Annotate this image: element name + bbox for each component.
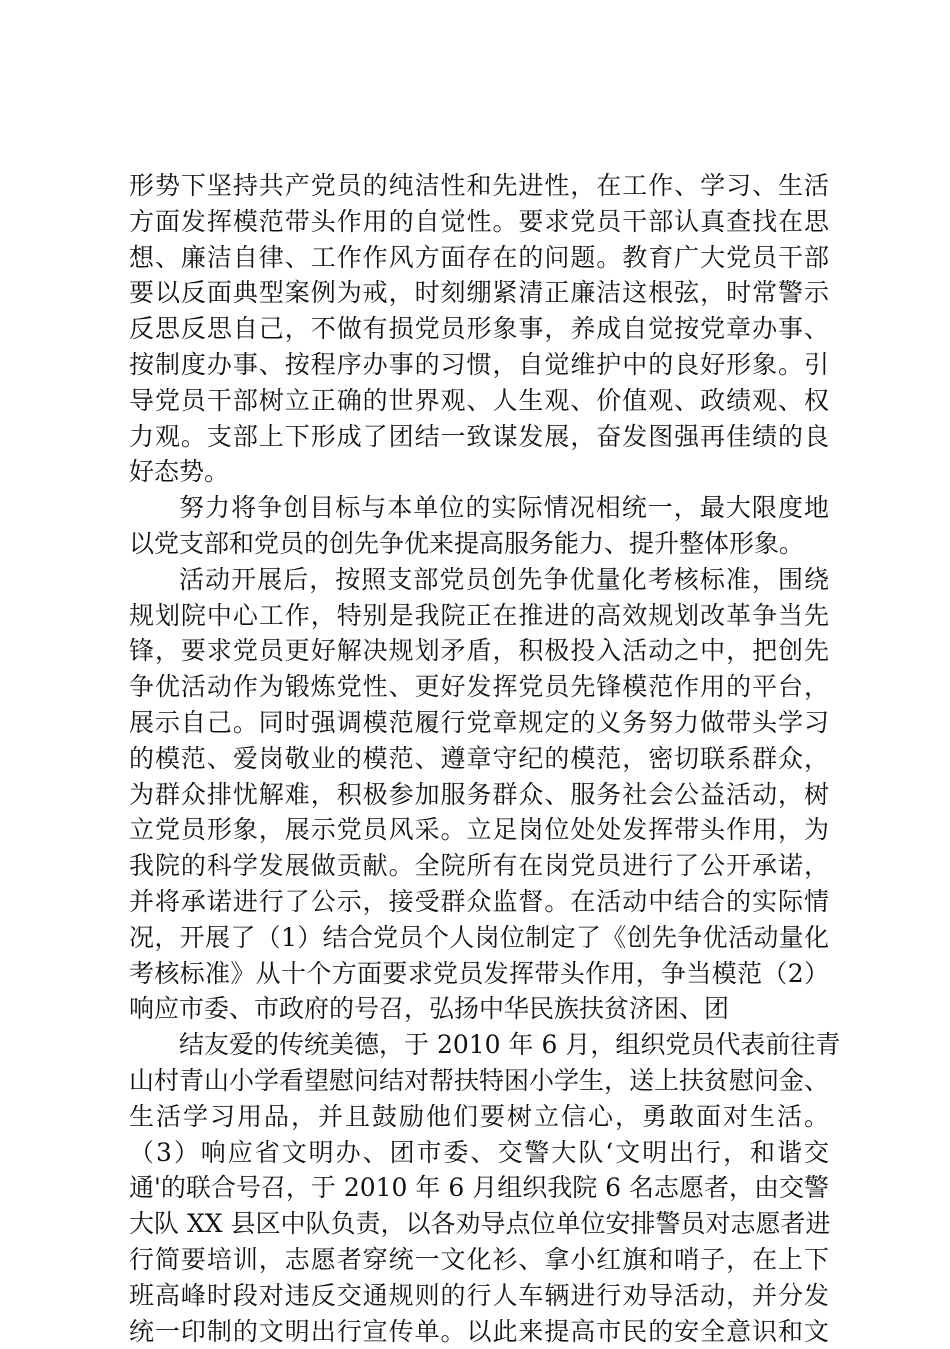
- text-line: 展示自己。同时强调模范履行党章规定的义务努力做带头学习: [129, 705, 829, 741]
- text-line: 班高峰时段对违反交通规则的行人车辆进行劝导活动，并分发: [129, 1278, 829, 1314]
- text-line: 锋，要求党员更好解决规划矛盾，积极投入活动之中，把创先: [129, 633, 829, 669]
- text-line: 响应市委、市政府的号召，弘扬中华民族扶贫济困、团: [129, 991, 829, 1027]
- text-line: 要以反面典型案例为戒，时刻绷紧清正廉洁这根弦，时常警示: [129, 275, 829, 311]
- text-line: 统一印制的文明出行宣传单。以此来提高市民的安全意识和文: [129, 1314, 829, 1349]
- text-line: 好态势。: [129, 454, 829, 490]
- text-line: 况，开展了（1）结合党员个人岗位制定了《创先争优活动量化: [129, 920, 829, 956]
- text-line: 为群众排忧解难，积极参加服务群众、服务社会公益活动，树: [129, 777, 829, 813]
- text-line: 方面发挥模范带头作用的自觉性。要求党员干部认真查找在思: [129, 204, 829, 240]
- text-line: 导党员干部树立正确的世界观、人生观、价值观、政绩观、权: [129, 383, 829, 419]
- text-line: 并将承诺进行了公示，接受群众监督。在活动中结合的实际情: [129, 884, 829, 920]
- text-line: 力观。支部上下形成了团结一致谋发展，奋发图强再佳绩的良: [129, 419, 829, 455]
- text-line: 行简要培训，志愿者穿统一文化衫、拿小红旗和哨子，在上下: [129, 1242, 829, 1278]
- text-line: 立党员形象，展示党员风采。立足岗位处处发挥带头作用，为: [129, 812, 829, 848]
- paragraph-start-line: 结友爱的传统美德，于 2010 年 6 月，组织党员代表前往青: [129, 1027, 829, 1063]
- paragraph-start-line: 努力将争创目标与本单位的实际情况相统一，最大限度地: [129, 490, 829, 526]
- paragraph-start-line: 活动开展后，按照支部党员创先争优量化考核标准，围绕: [129, 562, 829, 598]
- text-line: 通'的联合号召，于 2010 年 6 月组织我院 6 名志愿者，由交警: [129, 1170, 829, 1206]
- text-line: 争优活动作为锻炼党性、更好发挥党员先锋模范作用的平台，: [129, 669, 829, 705]
- text-line: 按制度办事、按程序办事的习惯，自觉维护中的良好形象。引: [129, 347, 829, 383]
- text-line: 想、廉洁自律、工作作风方面存在的问题。教育广大党员干部: [129, 240, 829, 276]
- body-text: [129, 168, 829, 1349]
- text-line: 生活学习用品，并且鼓励他们要树立信心，勇敢面对生活。: [129, 1099, 829, 1135]
- text-line: 我院的科学发展做贡献。全院所有在岗党员进行了公开承诺，: [129, 848, 829, 884]
- text-line: （3）响应省文明办、团市委、交警大队‘文明出行，和谐交: [129, 1135, 829, 1171]
- text-line: 形势下坚持共产党员的纯洁性和先进性，在工作、学习、生活: [129, 168, 829, 204]
- text-line: 考核标准》从十个方面要求党员发挥带头作用，争当模范（2）: [129, 956, 829, 992]
- text-line: 以党支部和党员的创先争优来提高服务能力、提升整体形象。: [129, 526, 829, 562]
- text-line: 大队 XX 县区中队负责，以各劝导点位单位安排警员对志愿者进: [129, 1206, 829, 1242]
- text-line: 规划院中心工作，特别是我院正在推进的高效规划改革争当先: [129, 598, 829, 634]
- text-line: 反思反思自己，不做有损党员形象事，养成自觉按党章办事、: [129, 311, 829, 347]
- text-line: 的模范、爱岗敬业的模范、遵章守纪的模范，密切联系群众，: [129, 741, 829, 777]
- text-line: 山村青山小学看望慰问结对帮扶特困小学生，送上扶贫慰问金、: [129, 1063, 829, 1099]
